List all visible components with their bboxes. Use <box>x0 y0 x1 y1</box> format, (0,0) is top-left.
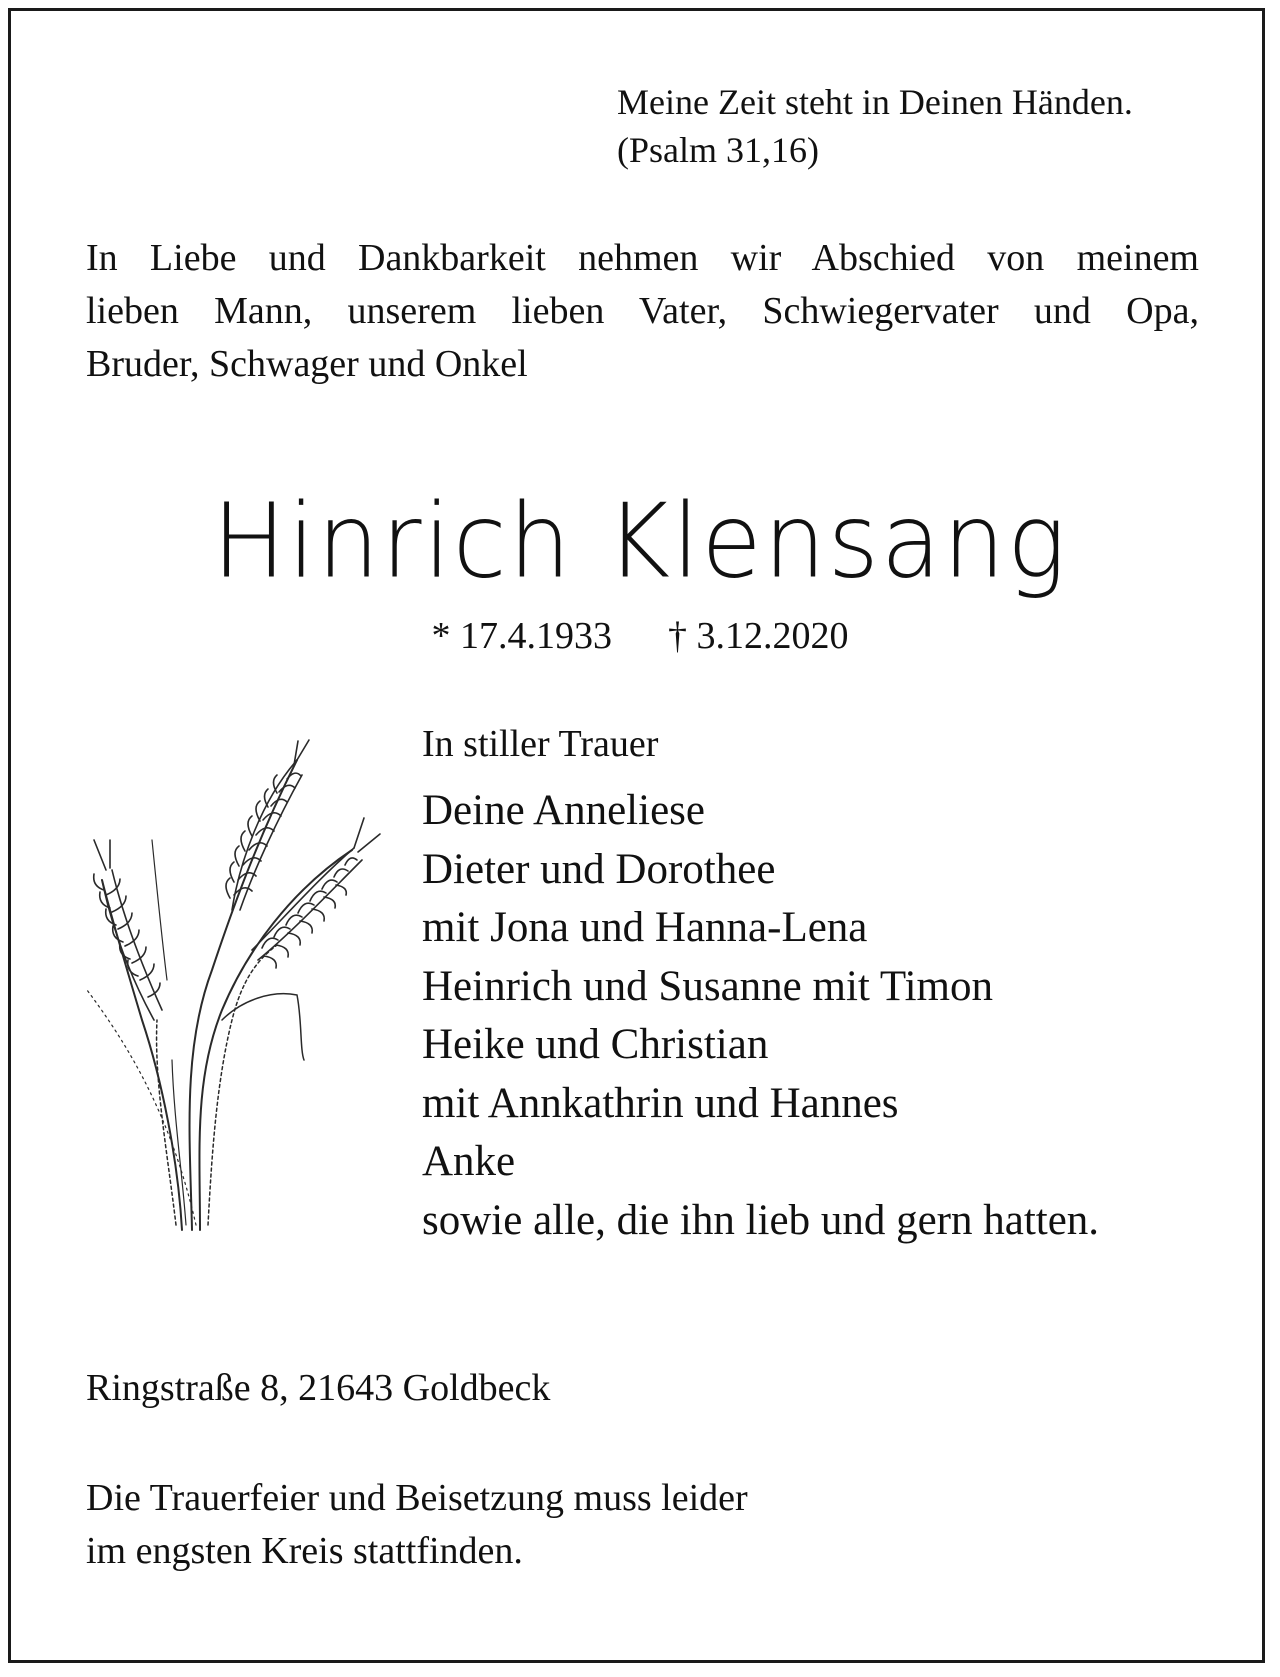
mourner-line: Heinrich und Susanne mit Timon <box>422 962 993 1010</box>
death-date: † 3.12.2020 <box>668 615 849 657</box>
mourning-heading: In stiller Trauer <box>422 723 659 765</box>
mourner-line: mit Annkathrin und Hannes <box>422 1079 899 1127</box>
mourner-line: Anke <box>422 1138 516 1185</box>
wheat-ears-icon <box>82 720 382 1250</box>
intro-line: Bruder, Schwager und Onkel <box>86 343 528 385</box>
family-address: Ringstraße 8, 21643 Goldbeck <box>86 1367 551 1409</box>
funeral-notice <box>86 1472 748 1578</box>
intro-line: lieben Mann, unserem lieben Vater, Schwiegervater und Opa, <box>86 290 1199 332</box>
mourner-line: Dieter und Dorothee <box>422 845 776 893</box>
notice-line: im engsten Kreis stattfinden. <box>86 1530 523 1572</box>
bible-quote <box>617 78 1133 174</box>
mourners-list <box>422 782 1099 1250</box>
mourner-line: sowie alle, die ihn lieb und gern hatten. <box>422 1196 1100 1244</box>
bible-quote-text: Meine Zeit steht in Deinen Händen. <box>617 82 1133 122</box>
deceased-name: Hinrich Klensang <box>212 482 1068 602</box>
intro-line: In Liebe und Dankbarkeit nehmen wir Abschied von meinem <box>86 237 1199 279</box>
life-dates <box>0 610 1280 662</box>
mourner-line: Heike und Christian <box>422 1021 769 1068</box>
notice-line: Die Trauerfeier und Beisetzung muss leider <box>86 1477 748 1519</box>
farewell-intro <box>86 232 1199 391</box>
birth-date: * 17.4.1933 <box>431 615 612 657</box>
bible-quote-reference: (Psalm 31,16) <box>617 130 819 170</box>
mourner-line: mit Jona und Hanna-Lena <box>422 904 868 951</box>
mourner-line: Deine Anneliese <box>422 787 705 834</box>
